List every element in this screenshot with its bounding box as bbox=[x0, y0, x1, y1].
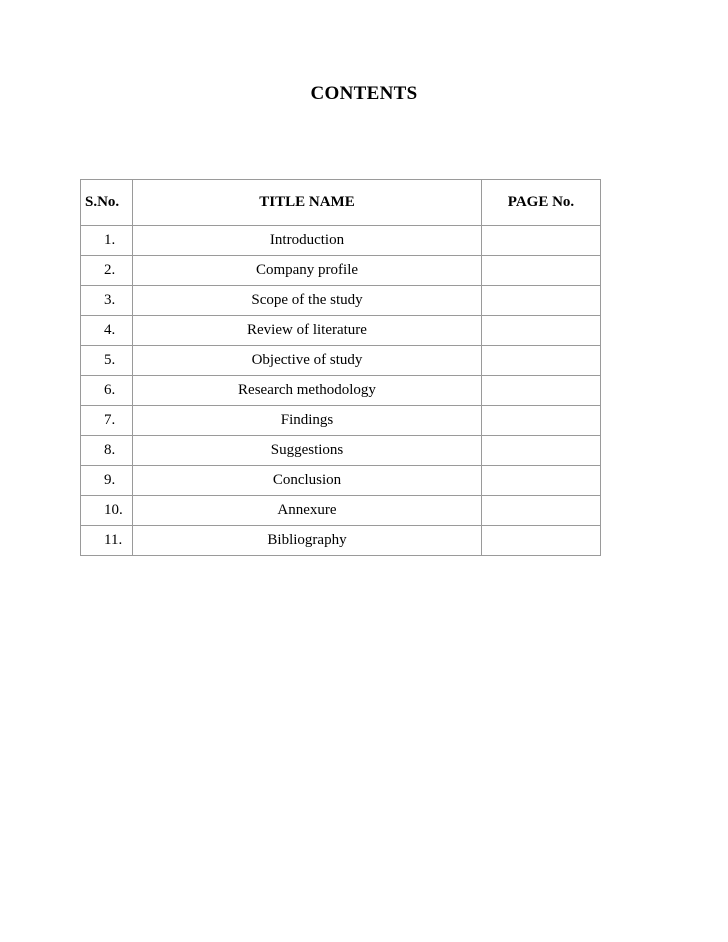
row-sno: 11. bbox=[81, 526, 133, 556]
table-row bbox=[81, 496, 601, 526]
row-title: Bibliography bbox=[133, 526, 482, 556]
row-page bbox=[482, 496, 601, 526]
row-page bbox=[482, 406, 601, 436]
contents-table bbox=[80, 179, 601, 556]
column-header-sno: S.No. bbox=[81, 180, 133, 226]
table-row bbox=[81, 376, 601, 406]
row-page bbox=[482, 466, 601, 496]
row-sno: 9. bbox=[81, 466, 133, 496]
column-header-page: PAGE No. bbox=[482, 180, 601, 226]
row-title: Findings bbox=[133, 406, 482, 436]
row-page bbox=[482, 346, 601, 376]
row-sno: 7. bbox=[81, 406, 133, 436]
row-title: Objective of study bbox=[133, 346, 482, 376]
row-sno: 8. bbox=[81, 436, 133, 466]
row-title: Suggestions bbox=[133, 436, 482, 466]
row-sno: 3. bbox=[81, 286, 133, 316]
row-sno: 5. bbox=[81, 346, 133, 376]
row-title: Review of literature bbox=[133, 316, 482, 346]
row-title: Scope of the study bbox=[133, 286, 482, 316]
row-page bbox=[482, 526, 601, 556]
row-page bbox=[482, 316, 601, 346]
row-title: Research methodology bbox=[133, 376, 482, 406]
column-header-title: TITLE NAME bbox=[133, 180, 482, 226]
table-row bbox=[81, 526, 601, 556]
row-page bbox=[482, 286, 601, 316]
row-title: Company profile bbox=[133, 256, 482, 286]
row-sno: 10. bbox=[81, 496, 133, 526]
row-title: Annexure bbox=[133, 496, 482, 526]
table-row bbox=[81, 226, 601, 256]
table-row bbox=[81, 316, 601, 346]
table-header-row bbox=[81, 180, 601, 226]
row-sno: 4. bbox=[81, 316, 133, 346]
row-page bbox=[482, 256, 601, 286]
row-sno: 6. bbox=[81, 376, 133, 406]
table-row bbox=[81, 286, 601, 316]
row-title: Introduction bbox=[133, 226, 482, 256]
row-sno: 1. bbox=[81, 226, 133, 256]
row-title: Conclusion bbox=[133, 466, 482, 496]
table-row bbox=[81, 346, 601, 376]
row-page bbox=[482, 376, 601, 406]
row-sno: 2. bbox=[81, 256, 133, 286]
table-row bbox=[81, 256, 601, 286]
row-page bbox=[482, 226, 601, 256]
table-row bbox=[81, 436, 601, 466]
table-row bbox=[81, 466, 601, 496]
row-page bbox=[482, 436, 601, 466]
page-title: CONTENTS bbox=[310, 83, 418, 104]
table-row bbox=[81, 406, 601, 436]
